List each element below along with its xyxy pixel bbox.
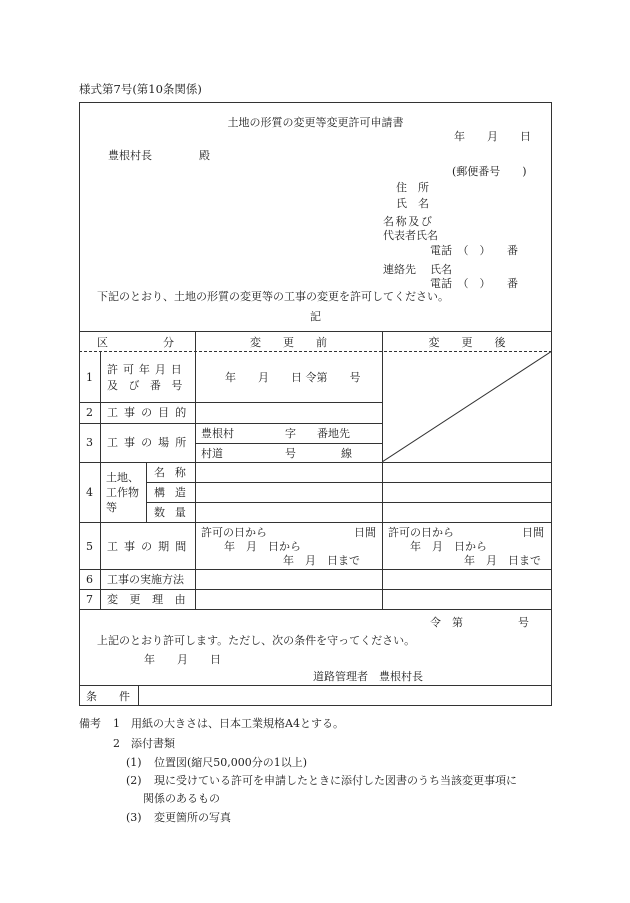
note-1-text: 用紙の大きさは、日本工業規格A4とする。 [131,717,344,730]
location-aza: 字 [285,427,296,440]
row-rule [79,462,552,463]
after-from-permit: 許可の日から [388,526,454,539]
header-category: 区 分 [97,336,174,349]
row-rule [79,609,552,610]
row3-label: 工事の場所 [107,436,193,449]
row7-label: 変更理由 [107,593,198,606]
row4-sub-structure: 構造 [154,486,196,499]
location-village: 豊根村 [201,427,234,440]
phone-line-2: 電話 （ ） 番 [430,277,518,290]
after-from-date: 年 月 日から [410,540,487,553]
row4-group-3: 等 [106,501,117,514]
row-rule [79,569,552,570]
location-road-number: 号 [285,447,296,460]
table-top-rule [79,331,552,332]
row5-label: 工事の期間 [107,540,193,553]
contact-label: 連絡先 [383,263,416,276]
row1-before-value: 年 月 日 令第 号 [225,371,361,384]
row4-group-1: 土地、 [106,471,139,484]
row-rule [79,685,552,686]
form-title: 土地の形質の変更等変更許可申請書 [227,116,404,129]
row-rule [79,522,552,523]
name-label: 氏 名 [396,197,429,210]
conditions-label: 条 件 [86,690,130,703]
honorific: 殿 [199,149,210,162]
sub-note-1-number: (1) [126,756,142,769]
sub-note-2-text-line-1: 現に受けている許可を申請したときに添付した図書のうち当該変更事項に [154,774,517,787]
approval-number: 令 第 号 [430,616,529,629]
row-rule [195,443,382,444]
contact-name-label: 氏名 [430,263,452,276]
approval-date: 年 月 日 [144,653,221,666]
addressee: 豊根村長 [108,149,152,162]
header-before: 変 更 前 [250,336,327,349]
postal-code-label: (郵便番号 ) [452,165,527,178]
row-rule [79,589,552,590]
column-rule [138,685,139,706]
row1-label-1: 許可年月日 [107,363,187,376]
phone-line-1: 電話 （ ） 番 [430,244,518,257]
rep-label-2: 代表者氏名 [383,229,438,242]
before-from-permit: 許可の日から [201,526,267,539]
request-text: 下記のとおり、土地の形質の変更等の工事の変更を許可してください。 [97,290,449,303]
row1-label-2: 及び番号 [107,379,193,392]
sub-note-2-text-line-2: 関係のあるもの [143,792,220,805]
row2-label: 工事の目的 [107,406,193,419]
row-rule [79,402,382,403]
note-1-number: 1 [113,717,120,730]
sub-note-3-number: (3) [126,811,142,824]
row4-sub-name: 名称 [154,466,196,479]
sub-note-1-text: 位置図(縮尺50,000分の1以上) [154,756,308,769]
row-number: 3 [86,436,93,449]
notes-label: 備考 [79,717,101,730]
date-line: 年 月 日 [454,130,531,143]
row-number: 2 [86,406,93,419]
after-days: 日間 [522,526,544,539]
rep-label-1: 名称及び [383,215,434,228]
road-administrator: 道路管理者 豊根村長 [313,670,423,683]
location-banchi: 番地先 [317,427,350,440]
address-label: 住 所 [396,181,429,194]
note-2-number: 2 [113,737,120,750]
note-2-text: 添付書類 [131,737,175,750]
row-rule [79,423,382,424]
before-until-date: 年 月 日まで [283,554,360,567]
row4-sub-quantity: 数量 [154,506,196,519]
row4-group-2: 工作物 [106,486,139,499]
after-until-date: 年 月 日まで [464,554,541,567]
before-days: 日間 [354,526,376,539]
row-number: 6 [86,573,93,586]
row-number: 7 [86,593,93,606]
column-rule [100,351,101,609]
diagonal-strike-line [382,351,552,462]
row6-label: 工事の実施方法 [107,573,184,586]
row-number: 5 [86,540,93,553]
column-rule [146,462,147,522]
location-road-line: 線 [341,447,352,460]
row-rule [146,482,552,483]
sub-note-2-number: (2) [126,774,142,787]
row-number: 4 [86,486,93,499]
row-number: 1 [86,371,93,384]
sub-note-3-text: 変更箇所の写真 [154,811,231,824]
ki-label: 記 [310,310,321,323]
form-number: 様式第7号(第10条関係) [79,82,202,96]
header-after: 変 更 後 [428,336,506,349]
before-from-date: 年 月 日から [224,540,301,553]
approval-text: 上記のとおり許可します。ただし、次の条件を守ってください。 [97,634,416,647]
location-road: 村道 [201,447,223,460]
row-rule [146,502,552,503]
